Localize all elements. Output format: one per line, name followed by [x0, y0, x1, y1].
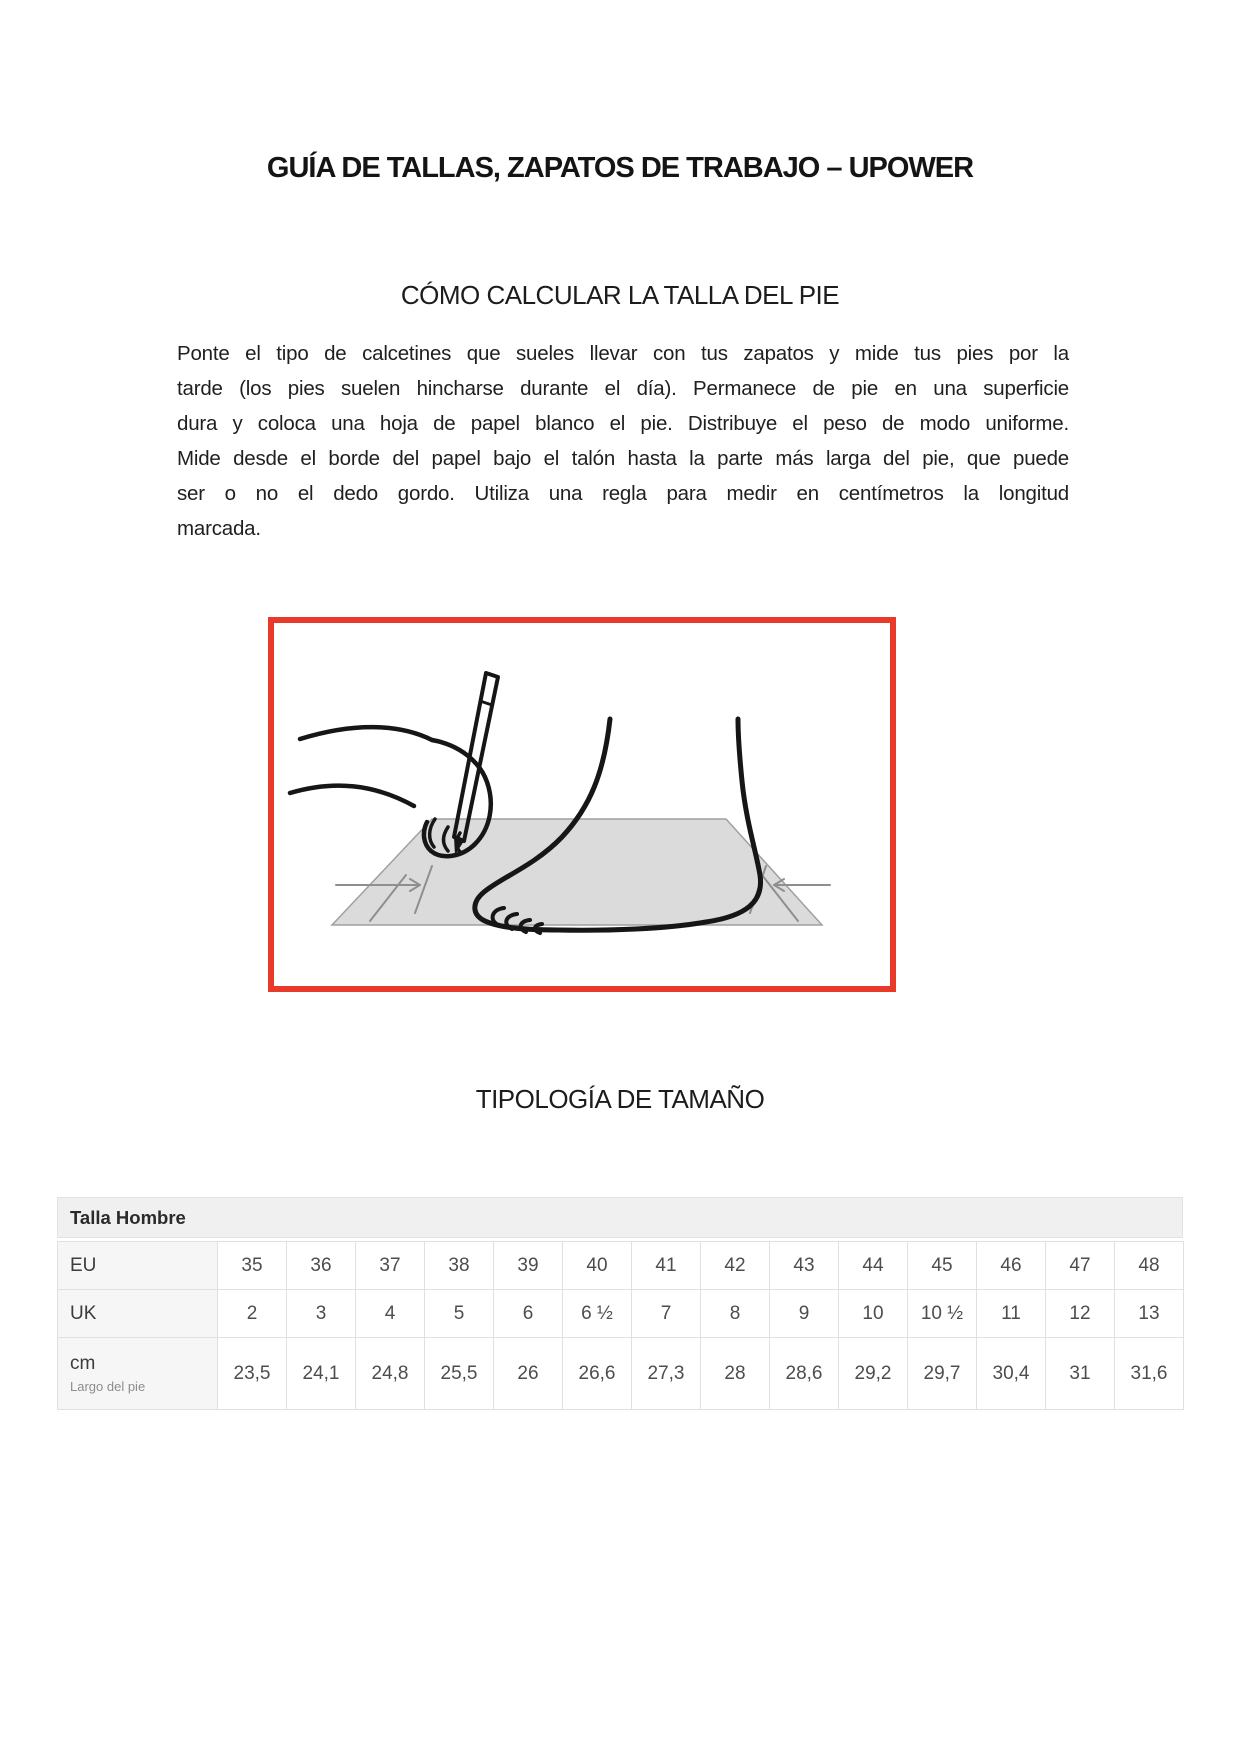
paragraph-line: Ponte el tipo de calcetines que sueles llevar con tus zapatos y mide tus pies por la [177, 342, 1069, 365]
table-row-uk [58, 1290, 1184, 1338]
row-label-cm [58, 1338, 218, 1410]
size-cell: 10 ½ [908, 1290, 977, 1338]
size-cell: 12 [1046, 1290, 1115, 1338]
size-cell: 45 [908, 1242, 977, 1290]
size-cell: 35 [218, 1242, 287, 1290]
size-cell: 36 [287, 1242, 356, 1290]
size-cell: 46 [977, 1242, 1046, 1290]
size-cell: 42 [701, 1242, 770, 1290]
how-to-heading: CÓMO CALCULAR LA TALLA DEL PIE [400, 280, 840, 310]
size-cell: 29,2 [839, 1338, 908, 1410]
foot-measurement-figure-frame [268, 617, 896, 992]
arm-outline [290, 727, 432, 806]
size-cell: 8 [701, 1290, 770, 1338]
size-cell: 26,6 [563, 1338, 632, 1410]
foot-tracing-illustration [274, 623, 890, 986]
size-cell: 25,5 [425, 1338, 494, 1410]
size-cell: 2 [218, 1290, 287, 1338]
size-cell: 27,3 [632, 1338, 701, 1410]
size-cell: 5 [425, 1290, 494, 1338]
paragraph-line: tarde (los pies suelen hincharse durante el día). Permanece de pie en una superficie [177, 377, 1069, 400]
size-cell: 37 [356, 1242, 425, 1290]
size-cell: 39 [494, 1242, 563, 1290]
size-cell: 44 [839, 1242, 908, 1290]
paragraph-line: marcada. [177, 517, 261, 540]
size-cell: 9 [770, 1290, 839, 1338]
table-row-eu [58, 1242, 1184, 1290]
page-title: GUÍA DE TALLAS, ZAPATOS DE TRABAJO – UPOWER [266, 152, 974, 184]
size-cell: 10 [839, 1290, 908, 1338]
size-cell: 11 [977, 1290, 1046, 1338]
size-grid [57, 1241, 1184, 1410]
size-cell: 24,1 [287, 1338, 356, 1410]
table-row-cm [58, 1338, 1184, 1410]
size-cell: 41 [632, 1242, 701, 1290]
paragraph-line: ser o no el dedo gordo. Utiliza una regla para medir en centímetros la longitud [177, 482, 1069, 505]
size-cell: 4 [356, 1290, 425, 1338]
size-cell: 28,6 [770, 1338, 839, 1410]
size-cell: 23,5 [218, 1338, 287, 1410]
paragraph-line: dura y coloca una hoja de papel blanco el pie. Distribuye el peso de modo uniforme. [177, 412, 1069, 435]
size-cell: 47 [1046, 1242, 1115, 1290]
size-cell: 13 [1115, 1290, 1184, 1338]
size-cell: 48 [1115, 1242, 1184, 1290]
row-label-cm-text: cm [70, 1353, 96, 1374]
size-cell: 6 [494, 1290, 563, 1338]
instructions-paragraph [177, 336, 1069, 546]
size-cell: 30,4 [977, 1338, 1046, 1410]
size-cell: 40 [563, 1242, 632, 1290]
size-cell: 38 [425, 1242, 494, 1290]
size-cell: 26 [494, 1338, 563, 1410]
size-cell: 7 [632, 1290, 701, 1338]
size-cell: 31 [1046, 1338, 1115, 1410]
size-cell: 28 [701, 1338, 770, 1410]
size-table-header: Talla Hombre [57, 1197, 1183, 1238]
row-sublabel-cm: Largo del pie [70, 1379, 146, 1394]
size-table [57, 1197, 1183, 1410]
size-typology-heading: TIPOLOGÍA DE TAMAÑO [475, 1084, 765, 1114]
row-label-uk: UK [58, 1290, 218, 1338]
size-cell: 43 [770, 1242, 839, 1290]
paragraph-line: Mide desde el borde del papel bajo el talón hasta la parte más larga del pie, que puede [177, 447, 1069, 470]
size-cell: 24,8 [356, 1338, 425, 1410]
size-cell: 3 [287, 1290, 356, 1338]
size-cell: 29,7 [908, 1338, 977, 1410]
size-cell: 6 ½ [563, 1290, 632, 1338]
row-label-eu: EU [58, 1242, 218, 1290]
size-cell: 31,6 [1115, 1338, 1184, 1410]
